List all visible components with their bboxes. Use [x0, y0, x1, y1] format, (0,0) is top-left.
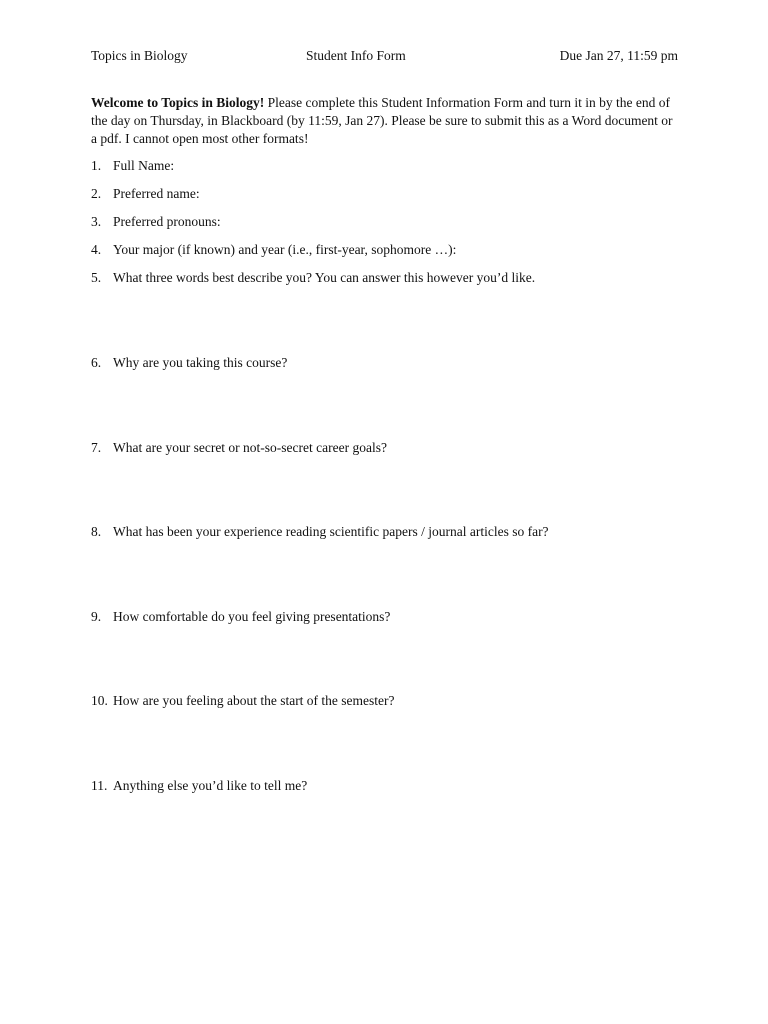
question-text: Full Name:	[113, 158, 175, 173]
question-text: Anything else you’d like to tell me?	[113, 778, 308, 793]
question-item	[91, 693, 681, 711]
question-item	[91, 609, 681, 627]
question-item	[91, 214, 681, 232]
question-text: What three words best describe you? You can answer this however you’d like.	[113, 270, 536, 285]
question-item	[91, 778, 681, 796]
question-item	[91, 186, 681, 204]
course-title: Topics in Biology	[91, 48, 188, 63]
intro-paragraph	[91, 94, 681, 148]
question-number: 2.	[91, 186, 102, 201]
question-item	[91, 355, 681, 373]
question-number: 3.	[91, 214, 102, 229]
question-text: Why are you taking this course?	[113, 355, 288, 370]
question-item	[91, 158, 681, 176]
question-text: Your major (if known) and year (i.e., first-year, sophomore …):	[113, 242, 457, 257]
question-number: 4.	[91, 242, 102, 257]
form-title: Student Info Form	[306, 48, 406, 63]
question-number: 8.	[91, 524, 102, 539]
question-text: What has been your experience reading scientific papers / journal articles so far?	[113, 524, 549, 539]
intro-welcome: Welcome to Topics in Biology!	[91, 95, 265, 110]
question-text: How comfortable do you feel giving presentations?	[113, 609, 391, 624]
question-item	[91, 270, 681, 288]
intro-instructions: Please complete this Student Information Form and turn it in by the end of the day on Thursday, in Blackboard (by 11:59, Jan 27). Please be sure to submit this as a Word document or a pdf. I cannot open most other formats!	[91, 95, 673, 146]
question-number: 5.	[91, 270, 102, 285]
question-number: 6.	[91, 355, 102, 370]
due-date: Due Jan 27, 11:59 pm	[559, 48, 678, 63]
question-number: 9.	[91, 609, 102, 624]
question-number: 7.	[91, 440, 102, 455]
question-text: Preferred name:	[113, 186, 200, 201]
question-item	[91, 242, 681, 260]
question-number: 1.	[91, 158, 102, 173]
question-text: Preferred pronouns:	[113, 214, 221, 229]
question-text: How are you feeling about the start of the semester?	[113, 693, 395, 708]
question-item	[91, 524, 681, 542]
question-item	[91, 440, 681, 458]
question-number: 11.	[91, 778, 108, 793]
question-number: 10.	[91, 693, 108, 708]
page-header	[91, 48, 678, 66]
question-text: What are your secret or not-so-secret career goals?	[113, 440, 387, 455]
